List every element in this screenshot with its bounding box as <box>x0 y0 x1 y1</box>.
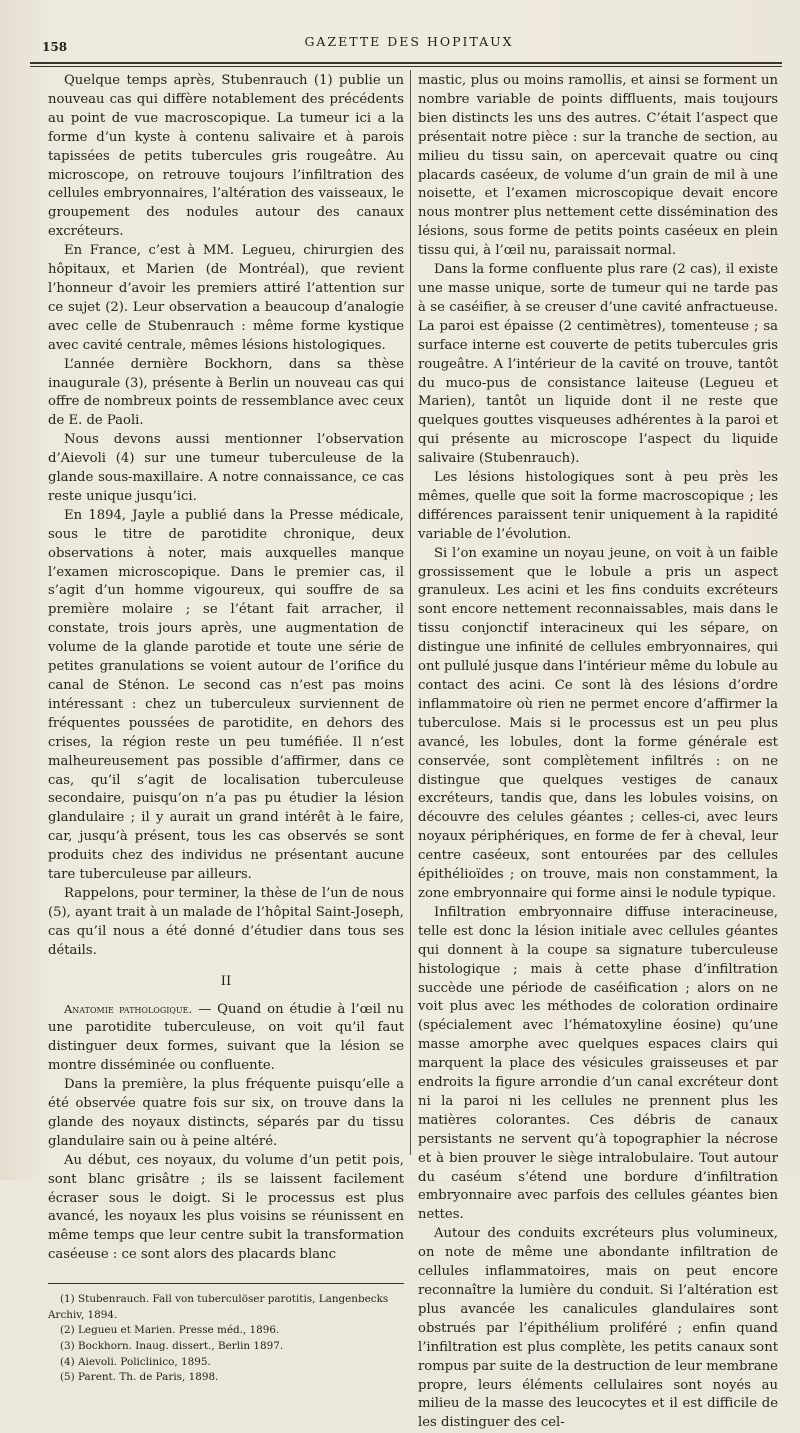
paragraph: Rappelons, pour terminer, la thèse de l’un de nous (5), ayant trait à un malade de l’hôpital Saint-Joseph, cas qu’il nous a été donné d’étudier dans tous ses détails. <box>48 885 404 958</box>
footnote: (5) Parent. Th. de Paris, 1898. <box>60 1371 219 1384</box>
column-divider <box>410 70 411 1155</box>
page-header <box>38 34 780 56</box>
journal-title: GAZETTE DES HOPITAUX <box>304 34 514 49</box>
paragraph: Nous devons aussi mentionner l’observation d’Aievoli (4) sur une tumeur tuberculeuse de la glande sous-maxillaire. A notre connaissance, ce cas reste unique jusqu’ici. <box>48 432 404 504</box>
paragraph: Dans la forme confluente plus rare (2 cas), il existe une masse unique, sorte de tumeur qui ne tarde pas à se caséifier, à se creuser d’une cavité anfractueuse. La paroi est épaisse (2 centimètres), tomenteuse ; sa surface interne est couverte de petits tubercules gris rougeâtre. A l’intérieur de la cavité on trouve, tantôt du muco-pus de consistance laiteuse (Legueu et Marien), tantôt un liquide dont il ne reste que quelques gouttes visqueuses adhérentes à la paroi et qui présente au microscope l’aspect du liquide salivaire (Stubenrauch). <box>418 262 778 467</box>
section-intro-text: — Quand on étudie à l’œil nu une parotidite tuberculeuse, on voit qu’il faut distinguer deux formes, suivant que la lésion se montre disséminée ou confluente. <box>48 1001 404 1074</box>
paragraph: Si l’on examine un noyau jeune, on voit à un faible grossissement que le lobule a pris un aspect granuleux. Les acini et les fins conduits excréteurs sont encore nettement reconnaissables, mais dans le tissu conjonctif interacineux qui les sépare, on distingue une infinité de cellules embryonnaires, qui ont pullulé jusque dans l’intérieur même du lobule au contact des acini. Ce sont là des lésions d’ordre inflammatoire où rien ne permet encore d’affirmer la tuberculose. Mais si le processus est un peu plus avancé, les lobules, dont la forme générale est conservée, sont complètement infiltrés : on ne distingue que quelques vestiges de canaux excréteurs, tandis que, dans les lobules voisins, on découvre des celules géantes ; celles-ci, avec leurs noyaux périphériques, en forme de fer à cheval, leur centre caséeux, sont entourées par des cellules épithélioïdes ; on trouve, mais non constamment, la zone embryonnaire qui forme ainsi le nodule typique. <box>418 545 778 901</box>
paragraph: En 1894, Jayle a publié dans la Presse médicale, sous le titre de parotidite chronique, deux observations à noter, mais auxquelles manque l’examen microscopique. Dans le premier cas, il s’agit d’un homme vigoureux, qui souffre de sa première molaire ; se l’étant fait arracher, il constate, trois jours après, une augmentation de volume de la glande parotide et toute une série de petites granulations se voient autour de l’orifice du canal de Sténon. Le second cas n’est pas moins intéressant : chez un tuberculeux surviennent de fréquentes poussées de parotidite, en dehors des crises, la région reste un peu tuméfiée. Il n’est malheureusement pas possible d’affirmer, dans ce cas, qu’il s’agit de localisation tuberculeuse secondaire, puisqu’on n’a pas pu étudier la lésion glandulaire ; il y aurait un grand intérêt à le faire, car, jusqu’à présent, tous les cas observés se sont produits chez des individus ne présentant aucune tare tuberculeuse par ailleurs. <box>48 507 404 883</box>
page-number: 158 <box>42 40 68 54</box>
paragraph: L’année dernière Bockhorn, dans sa thèse inaugurale (3), présente à Berlin un nouveau cas qui offre de nombreux points de ressemblance avec ceux de E. de Paoli. <box>48 356 404 429</box>
paragraph: En France, c’est à MM. Legueu, chirurgien des hôpitaux, et Marien (de Montréal), que revient l’honneur d’avoir les premiers attiré l’attention sur ce sujet (2). Leur observation a beaucoup d’analogie avec celle de Stubenrauch : même forme kystique avec cavité centrale, mêmes lésions histologiques. <box>48 243 404 353</box>
footnote: (2) Legueu et Marien. Presse méd., 1896. <box>60 1324 280 1337</box>
paragraph: Infiltration embryonnaire diffuse interacineuse, telle est donc la lésion initiale avec cellules géantes qui donnent à la coupe sa signature tuberculeuse histologique ; mais à cette phase d’infiltration succède une période de caséification ; alors on ne voit plus avec les méthodes de coloration ordinaire (spécialement avec l’hématoxyline éosine) qu’une masse amorphe avec quelques espaces clairs qui marquent la place des vésicules graisseuses et par endroits la figure arrondie d’un canal excréteur dont ni la paroi ni les cellules ne prennent plus les matières colorantes. Ces débris de canaux persistants ne servent qu’à topographier la nécrose et à bien prouver le siège intralobulaire. Tout autour du caséum s’étend une bordure d’infiltration embryonnaire avec parfois des cellules géantes bien nettes. <box>418 904 778 1223</box>
paragraph: Dans la première, la plus fréquente puisqu’elle a été observée quatre fois sur six, on trouve dans la glande des noyaux distincts, séparés par du tissu glandulaire sain ou à peine altéré. <box>48 1077 404 1149</box>
header-rule <box>30 62 782 64</box>
paragraph: mastic, plus ou moins ramollis, et ainsi se forment un nombre variable de points diffluents, mais toujours bien distincts les uns des autres. C’était l’aspect que présentait notre pièce : sur la tranche de section, au milieu du tissu sain, on apercevait quatre ou cinq placards caséeux, de volume d’un grain de mil à une noisette, et l’examen microscopique devait encore nous montrer plus nettement cette dissémination des lésions, sous forme de petits points caséeux en plein tissu qui, à l’œil nu, paraissait normal. <box>418 73 778 259</box>
section-intro-paragraph <box>48 1000 404 1077</box>
section-number: II <box>220 973 232 989</box>
left-column <box>48 72 404 1386</box>
header-rule-thin <box>30 66 782 67</box>
paragraph: Autour des conduits excréteurs plus volumineux, on note de même une abondante infiltration de cellules inflammatoires, mais on peut encore reconnaître la lumière du conduit. Si l’altération est plus avancée les canalicules glandulaires sont obstrués par l’épithélium proliféré ; enfin quand l’infiltration est plus complète, les petits canaux sont rompus par suite de la destruction de leur membrane propre, leurs éléments cellulaires sont noyés au milieu de la masse des leucocytes et il est difficile de les distinguer des cel- <box>418 1226 778 1431</box>
section-heading: Anatomie pathologique. <box>64 1001 193 1016</box>
footnotes <box>48 1283 404 1386</box>
footnote: (4) Aievoli. Policlinico, 1895. <box>60 1355 211 1368</box>
footnote: (3) Bockhorn. Inaug. dissert., Berlin 1897. <box>60 1339 284 1352</box>
paragraph: Au début, ces noyaux, du volume d’un petit pois, sont blanc grisâtre ; ils se laissent facilement écraser sous le doigt. Si le processus est plus avancé, les noyaux les plus voisins se réunissent en même temps que leur centre subit la transformation caséeuse : ce sont alors des placards blanc <box>48 1152 404 1263</box>
paragraph: Quelque temps après, Stubenrauch (1) publie un nouveau cas qui diffère notablement des précédents au point de vue macroscopique. La tumeur ici a la forme d’un kyste à contenu salivaire et à parois tapissées de petits tubercules gris rougeâtre. Au microscope, on retrouve toujours l’infiltration des cellules embryonnaires, l’altération des vaisseaux, le groupement des nodules autour des canaux excréteurs. <box>48 73 404 240</box>
footnote: (1) Stubenrauch. Fall von tuberculöser parotitis, Langenbecks Archiv, 1894. <box>48 1293 389 1321</box>
right-column <box>418 72 778 1433</box>
paragraph: Les lésions histologiques sont à peu près les mêmes, quelle que soit la forme macroscopique ; les différences paraissent tenir uniquement à la rapidité variable de l’évolution. <box>418 470 778 542</box>
